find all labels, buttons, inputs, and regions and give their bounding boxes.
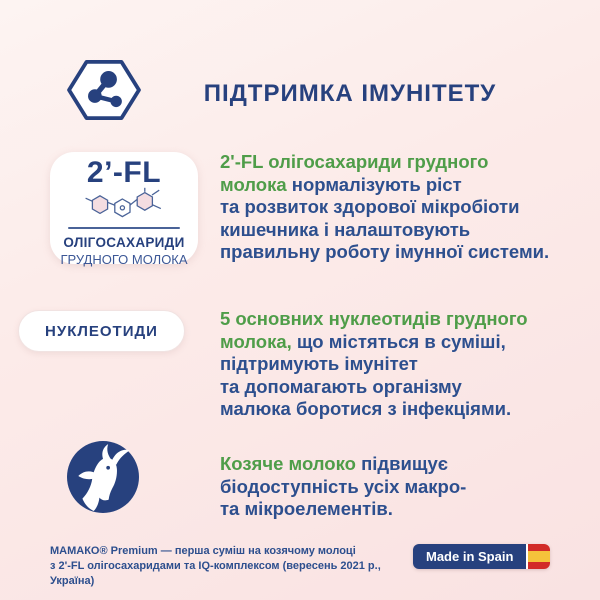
goat-icon	[67, 441, 139, 518]
text-line: молока нормалізують ріст	[220, 173, 462, 195]
disclaimer-line: МАМАКО® Premium — перша суміш на козячому молоці	[50, 545, 356, 557]
section-text-2fl	[220, 151, 549, 264]
spain-flag-red-stripe	[528, 562, 550, 569]
badge-2fl-heading: 2’-FL	[86, 156, 162, 189]
text-line: Козяче молоко підвищує	[220, 453, 448, 474]
spain-flag-icon	[526, 544, 550, 569]
spain-flag-red-stripe	[528, 544, 550, 551]
text-line: та розвиток здорової мікробіоти	[220, 196, 520, 217]
badge-nucleotides: НУКЛЕОТИДИ	[18, 310, 185, 352]
badge-2fl-divider	[68, 227, 180, 229]
made-in-spain-label: Made in Spain	[413, 544, 526, 569]
badge-2fl-subtitle-line1: ОЛІГОСАХАРИДИ	[63, 235, 185, 250]
made-in-spain-badge	[413, 544, 550, 569]
badge-2fl-subtitle-line2: ГРУДНОГО МОЛОКА	[60, 252, 188, 267]
text-line: малюка боротися з інфекціями.	[220, 398, 512, 419]
page-title: ПІДТРИМКА ІМУНІТЕТУ	[203, 80, 497, 107]
disclaimer-line: з 2'-FL олігосахаридами та IQ-комплексом (вересень 2021 р.,	[50, 560, 381, 572]
text-line: кишечника і налаштовують	[220, 218, 471, 240]
text-line: 2'-FL олігосахариди грудного	[220, 151, 489, 172]
text-line: 5 основних нуклеотидів грудного	[220, 308, 528, 329]
text-line: правильну роботу імунної системи.	[220, 241, 550, 262]
spain-flag-yellow-stripe	[528, 551, 550, 562]
disclaimer-line: Україна)	[50, 575, 95, 587]
text-line: та допомагають організму	[220, 375, 462, 397]
section-text-nucleotides	[220, 308, 528, 421]
text-line: підтримують імунітет	[220, 353, 418, 374]
text-line: та мікроелементів.	[220, 498, 393, 519]
text-line: молока, що містяться в суміші,	[220, 330, 506, 352]
badge-2fl	[50, 152, 198, 267]
hexagon-molecule-icon	[66, 56, 142, 129]
oligosaccharide-chain-icon	[50, 187, 198, 224]
text-line: біодоступність усіх макро-	[220, 475, 467, 497]
section-text-goat-milk	[220, 453, 466, 521]
disclaimer-text	[50, 544, 381, 589]
